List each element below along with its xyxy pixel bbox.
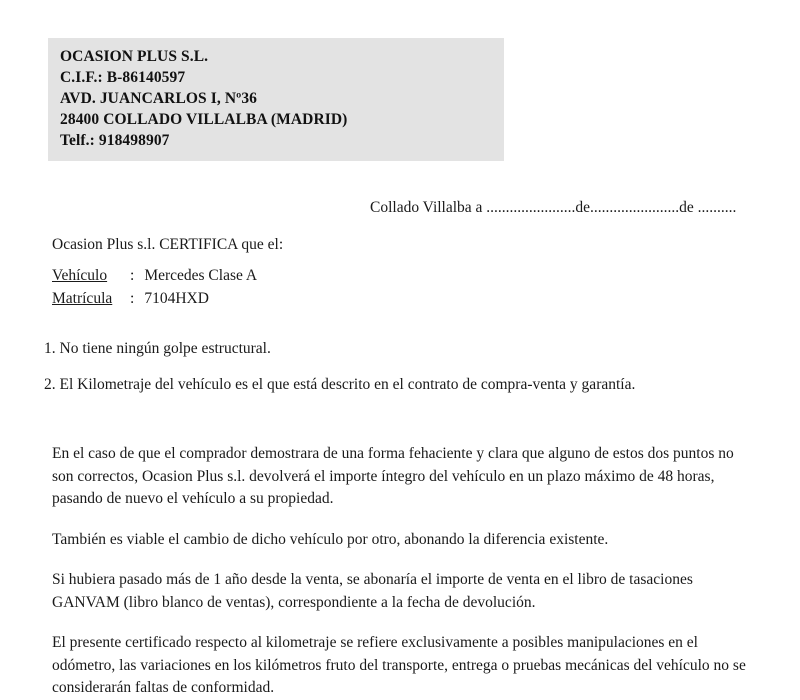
vehicle-label: Vehículo — [52, 267, 108, 284]
certifica-intro: Ocasion Plus s.l. CERTIFICA que el: — [52, 236, 284, 253]
vehicle-value: Mercedes Clase A — [144, 267, 258, 284]
paragraph: También es viable el cambio de dicho vehículo por otro, abonando la diferencia existente. — [52, 530, 609, 548]
paragraph: En el caso de que el comprador demostrara de una forma fehaciente y clara que alguno de estos dos puntos no son correctos, Ocasion Plus s.l. devolverá el importe íntegro del vehículo en un plazo máximo de 48 horas, pasando de nuevo el vehículo a su propiedad. — [52, 445, 734, 507]
company-city: 28400 COLLADO VILLALBA (MADRID) — [60, 111, 348, 128]
points-list — [44, 338, 774, 410]
point-item: 2. El Kilometraje del vehículo es el que está descrito en el contrato de compra-venta y garantía. — [44, 376, 636, 393]
vehicle-separator: : — [130, 267, 135, 284]
company-name: OCASION PLUS S.L. — [60, 48, 209, 65]
company-phone: Telf.: 918498907 — [60, 132, 170, 149]
plate-value: 7104HXD — [144, 290, 209, 307]
paragraph: El presente certificado respecto al kilometraje se refiere exclusivamente a posibles manipulaciones en el odómetro, las variaciones en los kilómetros fruto del transporte, entrega o pruebas mecánicas del vehículo no se considerarán faltas de conformidad. — [52, 634, 746, 696]
paragraph: Si hubiera pasado más de 1 año desde la venta, se abonaría el importe de venta en el libro de tasaciones GANVAM (libro blanco de ventas), correspondiente a la fecha de devolución. — [52, 571, 693, 611]
vehicle-row — [52, 264, 762, 287]
company-cif: C.I.F.: B-86140597 — [60, 69, 186, 86]
body-paragraphs — [52, 443, 752, 700]
point-item: 1. No tiene ningún golpe estructural. — [44, 340, 271, 357]
certification-block — [52, 234, 762, 310]
plate-separator: : — [130, 290, 135, 307]
date-line: Collado Villalba a .......................de.......................de .......... — [370, 199, 737, 216]
letterhead-block — [48, 38, 504, 161]
plate-label: Matrícula — [52, 290, 113, 307]
plate-row — [52, 287, 762, 310]
company-address: AVD. JUANCARLOS I, Nº36 — [60, 90, 258, 107]
